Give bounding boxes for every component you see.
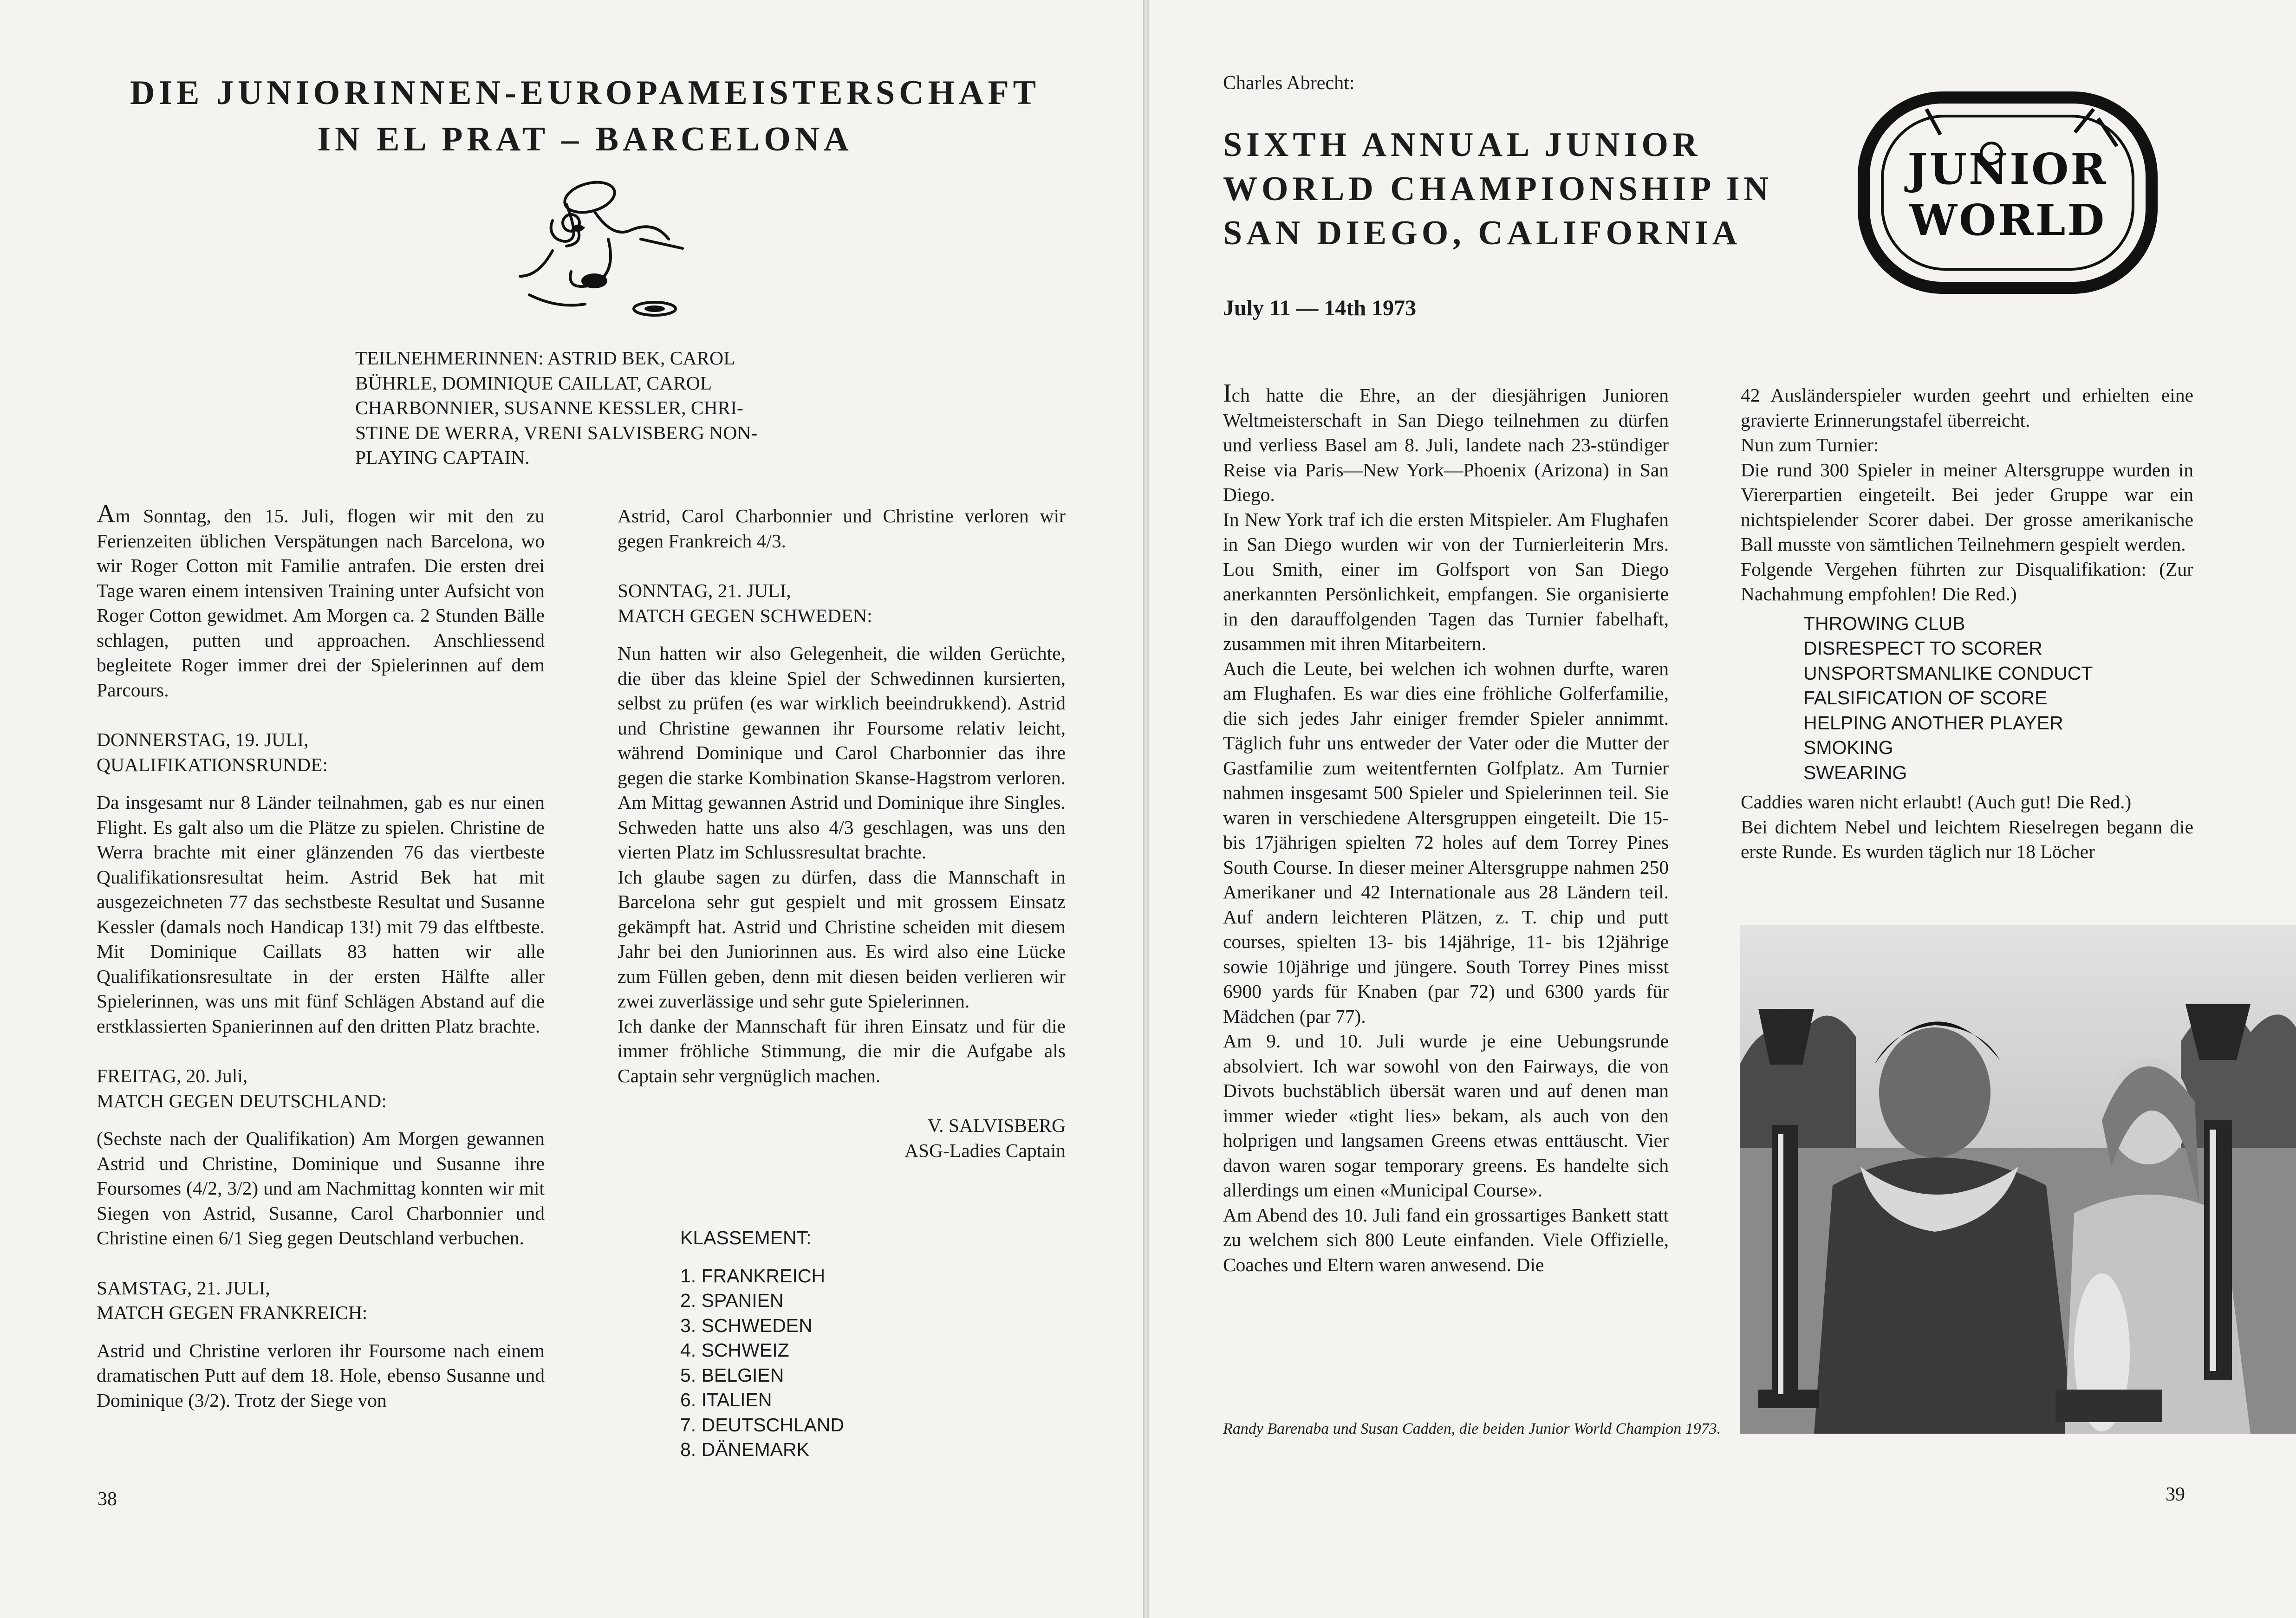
junior-world-logo: [1857, 91, 2159, 295]
trophy-winners-photo: [1740, 925, 2296, 1434]
logo-word-junior: JUNIOR: [1907, 144, 2108, 194]
paragraph: [97, 1126, 545, 1251]
paragraph: Bei dichtem Nebel und leichtem Rieselregen begann die erste Runde. Es wurden täglich nur 18 Löcher: [1741, 816, 2193, 862]
klassement-item: 5. BELGIEN: [680, 1364, 784, 1386]
section-heading-line: DONNERSTAG, 19. JULI,: [97, 729, 309, 750]
klassement: KLASSEMENT: 1. FRANKREICH 2. SPANIEN 3. SCHWEDEN 4. SCHWEIZ 5. BELGIEN 6. ITALIEN 7. DEUTSCHLAND 8. DÄNEMARK: [680, 1226, 844, 1462]
drop-cap: I: [1223, 379, 1232, 408]
paragraph: Caddies waren nicht erlaubt! (Auch gut! Die Red.): [1741, 791, 2132, 812]
paragraph: 42 Ausländerspieler wurden geehrt und erhielten eine gravierte Erinnerungstafel überreicht.: [1741, 384, 2193, 431]
golfer-cartoon-illustration: [501, 169, 696, 323]
offence-item: FALSIFICATION OF SCORE: [1803, 687, 2048, 708]
paragraph-text: ch hatte die Ehre, an der diesjährigen Junioren Weltmeisterschaft in San Diego teilnehmen zu dürfen und verliess Basel am 8. Juli, landete nach 23-stündiger Reise via Paris—New York—Phoenix (Arizona) in San Diego.: [1223, 384, 1669, 505]
paragraph-text: Am 9. und 10. Juli wurde je eine Uebungsrunde absolviert. Ich war sowohl von den Fairways, die von Divots buchstäblich übersät waren und auf denen man immer wieder «tight lies» bekam, als auch von den holprigen und langsamen Greens etwas enttäuscht. Vier davon waren sogar temporary greens. Es handelte sich allerdings um einen «Municipal Course».: [1223, 1030, 1669, 1201]
paragraph-text: Am Abend des 10. Juli fand ein grossartiges Bankett statt zu welchem sich 800 Leute einfanden. Viele Offizielle, Coaches und Eltern waren anwesend. Die: [1223, 1204, 1669, 1275]
klassement-item: 1. FRANKREICH: [680, 1265, 826, 1287]
paragraph: [618, 865, 1066, 1014]
paragraph-text: m Sonntag, den 15. Juli, flogen wir mit den zu Ferienzeiten üblichen Verspätungen nach Barcelona, wo wir Roger Cotton mit Familie antrafen. Die ersten drei Tage waren einem intensiven Training unter Aufsicht von Roger Cotton gewidmet. Am Morgen ca. 2 Stunden Bälle schlagen, putten und approachen. Anschliessend begleitete Roger immer drei der Spielerinnen auf dem Parcours.: [97, 505, 545, 701]
paragraph: Die rund 300 Spieler in meiner Altersgruppe wurden in Viererpartien eingeteilt. Bei jeder Gruppe war ein nichtspielender Scorer dabei. Der grosse amerikanische Ball musste von sämtlichen Teilnehmern gespielt werden.: [1741, 459, 2193, 555]
section-heading: [97, 728, 545, 777]
paragraph-text: (Sechste nach der Qualifikation) Am Morgen gewannen Astrid und Christine, Dominique und Susanne ihre Foursomes (4/2, 3/2) und am Nachmittag konnten wir mit Siegen von Astrid, Susanne, Carol Charbonnier und Christine einen 6/1 Sieg gegen Deutschland verbuchen.: [97, 1128, 545, 1248]
offence-item: UNSPORTSMANLIKE CONDUCT: [1803, 662, 2093, 684]
right-page: [1149, 0, 2296, 1618]
participants-list: TEILNEHMERINNEN: ASTRID BEK, CAROL BÜHRLE, DOMINIQUE CAILLAT, CAROL CHARBONNIER, SUSANNE KESSLER, CHRI- STINE DE WERRA, VRENI SALVISBERG NON- PLAYING CAPTAIN.: [355, 347, 758, 468]
right-title: SIXTH ANNUAL JUNIOR WORLD CHAMPIONSHIP IN SAN DIEGO, CALIFORNIA: [1223, 126, 1773, 252]
drop-cap: A: [97, 500, 116, 528]
right-column-2: [1741, 383, 2193, 864]
book-gutter: [1143, 0, 1149, 1618]
paragraph-text: Ich glaube sagen zu dürfen, dass die Mannschaft in Barcelona sehr gut gespielt und mit grossem Einsatz gekämpft hat. Astrid und Christine scheiden mit diesem Jahr bei den Juniorinnen aus. Es wird also eine Lücke zum Füllen geben, denn mit diesen beiden verlieren wir zwei zuverlässige und sehr gute Spielerinnen.: [618, 866, 1066, 1012]
paragraph-text: Auch die Leute, bei welchen ich wohnen durfte, waren am Flughafen. Es war dies eine fröhliche Golferfamilie, die sich jedes Jahr einiger fremder Spieler annimmt. Täglich fuhr uns entweder der Vater oder die Mutter der Gastfamilie zum weitentfernten Golfplatz. Am Turnier nahmen insgesamt 500 Spieler und Spielerinnen teil. Sie waren in verschiedene Altersgruppen eingeteilt. Die 15- bis 17jährigen spielten 72 holes auf dem Torrey Pines South Course. In dieser meiner Altersgruppe nahmen 250 Amerikaner und 42 Internationale aus 28 Ländern teil. Auf andern leichteren Plätzen, z. T. chip und putt courses, spielten 13- bis 14jährige, 11- bis 12jährige sowie 10jährige und jüngere. South Torrey Pines misst 6900 yards für Knaben (par 72) und 6300 yards für Mädchen (par 77).: [1223, 657, 1669, 1027]
section-heading-line: MATCH GEGEN FRANKREICH:: [97, 1302, 368, 1323]
left-column-1: [97, 500, 545, 1413]
right-column-1: [1223, 379, 1669, 1277]
section-heading-line: SAMSTAG, 21. JULI,: [97, 1277, 270, 1299]
logo-word-world: WORLD: [1909, 195, 2107, 245]
klassement-item: 4. SCHWEIZ: [680, 1339, 789, 1361]
section-heading-line: MATCH GEGEN DEUTSCHLAND:: [97, 1090, 387, 1111]
section-heading: [97, 1276, 545, 1326]
klassement-list: [680, 1264, 844, 1462]
paragraph-text: Astrid und Christine verloren ihr Foursome nach einem dramatischen Putt auf dem 18. Hole, ebenso Susanne und Dominique (3/2). Trotz der Siege von: [97, 1339, 545, 1411]
section-heading-line: FREITAG, 20. Juli,: [97, 1065, 248, 1086]
offence-item: SWEARING: [1803, 761, 1907, 783]
paragraph-text: Ich danke der Mannschaft für ihren Einsatz und für die immer fröhliche Stimmung, die mir die Aufgabe als Captain sehr vergnüglich machen.: [618, 1015, 1066, 1086]
offence-item: SMOKING: [1803, 737, 1893, 758]
paragraph: [618, 641, 1066, 865]
klassement-item: 3. SCHWEDEN: [680, 1314, 813, 1336]
offence-list: [1803, 611, 2193, 786]
section-heading-line: SONNTAG, 21. JULI,: [618, 580, 791, 601]
signature: V. SALVISBERG ASG-Ladies Captain: [904, 1115, 1066, 1161]
left-title: DIE JUNIORINNEN-EUROPAMEISTERSCHAFT IN EL PRAT – BARCELONA: [130, 74, 1041, 158]
paragraph: [97, 1339, 545, 1413]
paragraph: [1223, 1029, 1669, 1203]
left-column-2: [618, 504, 1066, 1163]
paragraph: Folgende Vergehen führten zur Disqualifikation: (Zur Nachahmung empfohlen! Die Red.): [1741, 558, 2193, 604]
paragraph-text: Astrid, Carol Charbonnier und Christine verloren wir gegen Frankreich 4/3.: [618, 505, 1066, 552]
section-heading: [97, 1064, 545, 1113]
paragraph: [1223, 1203, 1669, 1278]
section-heading-line: QUALIFIKATIONSRUNDE:: [97, 754, 328, 775]
paragraph-text: In New York traf ich die ersten Mitspieler. Am Flughafen in San Diego wurden wir von der Turnierleiterin Mrs. Lou Smith, einer im Golfsport von San Diego anerkannten Persönlichkeit, empfangen. Sie organisierte in den darauffolgenden Tagen das Turnier fabelhaft, zusammen mit ihren Mitarbeitern.: [1223, 508, 1669, 654]
paragraph-text: Nun hatten wir also Gelegenheit, die wilden Gerüchte, die über das kleine Spiel der Schwedinnen kursierten, selbst zu prüfen (es war wirklich beeindrukkend). Astrid und Christine gewannen ihr Foursome relativ leicht, während Dominique und Carol Charbonnier das ihre gegen die starke Kombination Skanse-Hagstrom verloren. Am Mittag gewannen Astrid und Dominique ihre Singles. Schweden hatte uns also 4/3 geschlagen, was uns den vierten Platz im Schlussresultat brachte.: [618, 643, 1066, 863]
byline: Charles Abrecht:: [1223, 72, 1355, 94]
paragraph: [97, 790, 545, 1039]
event-date: July 11 — 14th 1973: [1223, 296, 1417, 320]
paragraph: [1223, 507, 1669, 656]
offence-item: THROWING CLUB: [1803, 612, 1965, 634]
klassement-item: 6. ITALIEN: [680, 1389, 772, 1410]
klassement-item: 8. DÄNEMARK: [680, 1439, 809, 1460]
paragraph: [1223, 656, 1669, 1029]
klassement-item: 2. SPANIEN: [680, 1290, 784, 1311]
offence-item: HELPING ANOTHER PLAYER: [1803, 712, 2063, 734]
offence-item: DISRESPECT TO SCORER: [1803, 637, 2042, 659]
paragraph-text: Da insgesamt nur 8 Länder teilnahmen, gab es nur einen Flight. Es galt also um die Plätze zu spielen. Christine de Werra brachte mit einer glänzenden 76 das viertbeste Qualifikationsresultat heim. Astrid Bek hat mit ausgezeichneten 77 das sechstbeste Resultat und Susanne Kessler (damals noch Handicap 13!) mit 79 das elftbeste. Mit Dominique Caillats 83 hatten wir alle Qualifikationsresultate in der ersten Hälfte aller Spielerinnen, was uns mit fünf Schlägen Abstand auf die erstklassierten Spanierinnen auf den dritten Platz brachte.: [97, 792, 545, 1037]
paragraph: Nun zum Turnier:: [1741, 434, 1879, 455]
klassement-item: 7. DEUTSCHLAND: [680, 1414, 845, 1436]
section-heading-line: MATCH GEGEN SCHWEDEN:: [618, 604, 872, 626]
paragraph: [1223, 379, 1669, 507]
paragraph: [618, 504, 1066, 553]
section-heading: [618, 578, 1066, 628]
paragraph: [97, 500, 545, 702]
page-number: 38: [98, 1488, 117, 1510]
left-page: [0, 0, 1143, 1618]
page-number-right: 39: [2166, 1484, 2185, 1505]
photo-caption: Randy Barenaba und Susan Cadden, die beiden Junior World Champion 1973.: [1223, 1420, 1721, 1437]
paragraph: [618, 1014, 1066, 1089]
